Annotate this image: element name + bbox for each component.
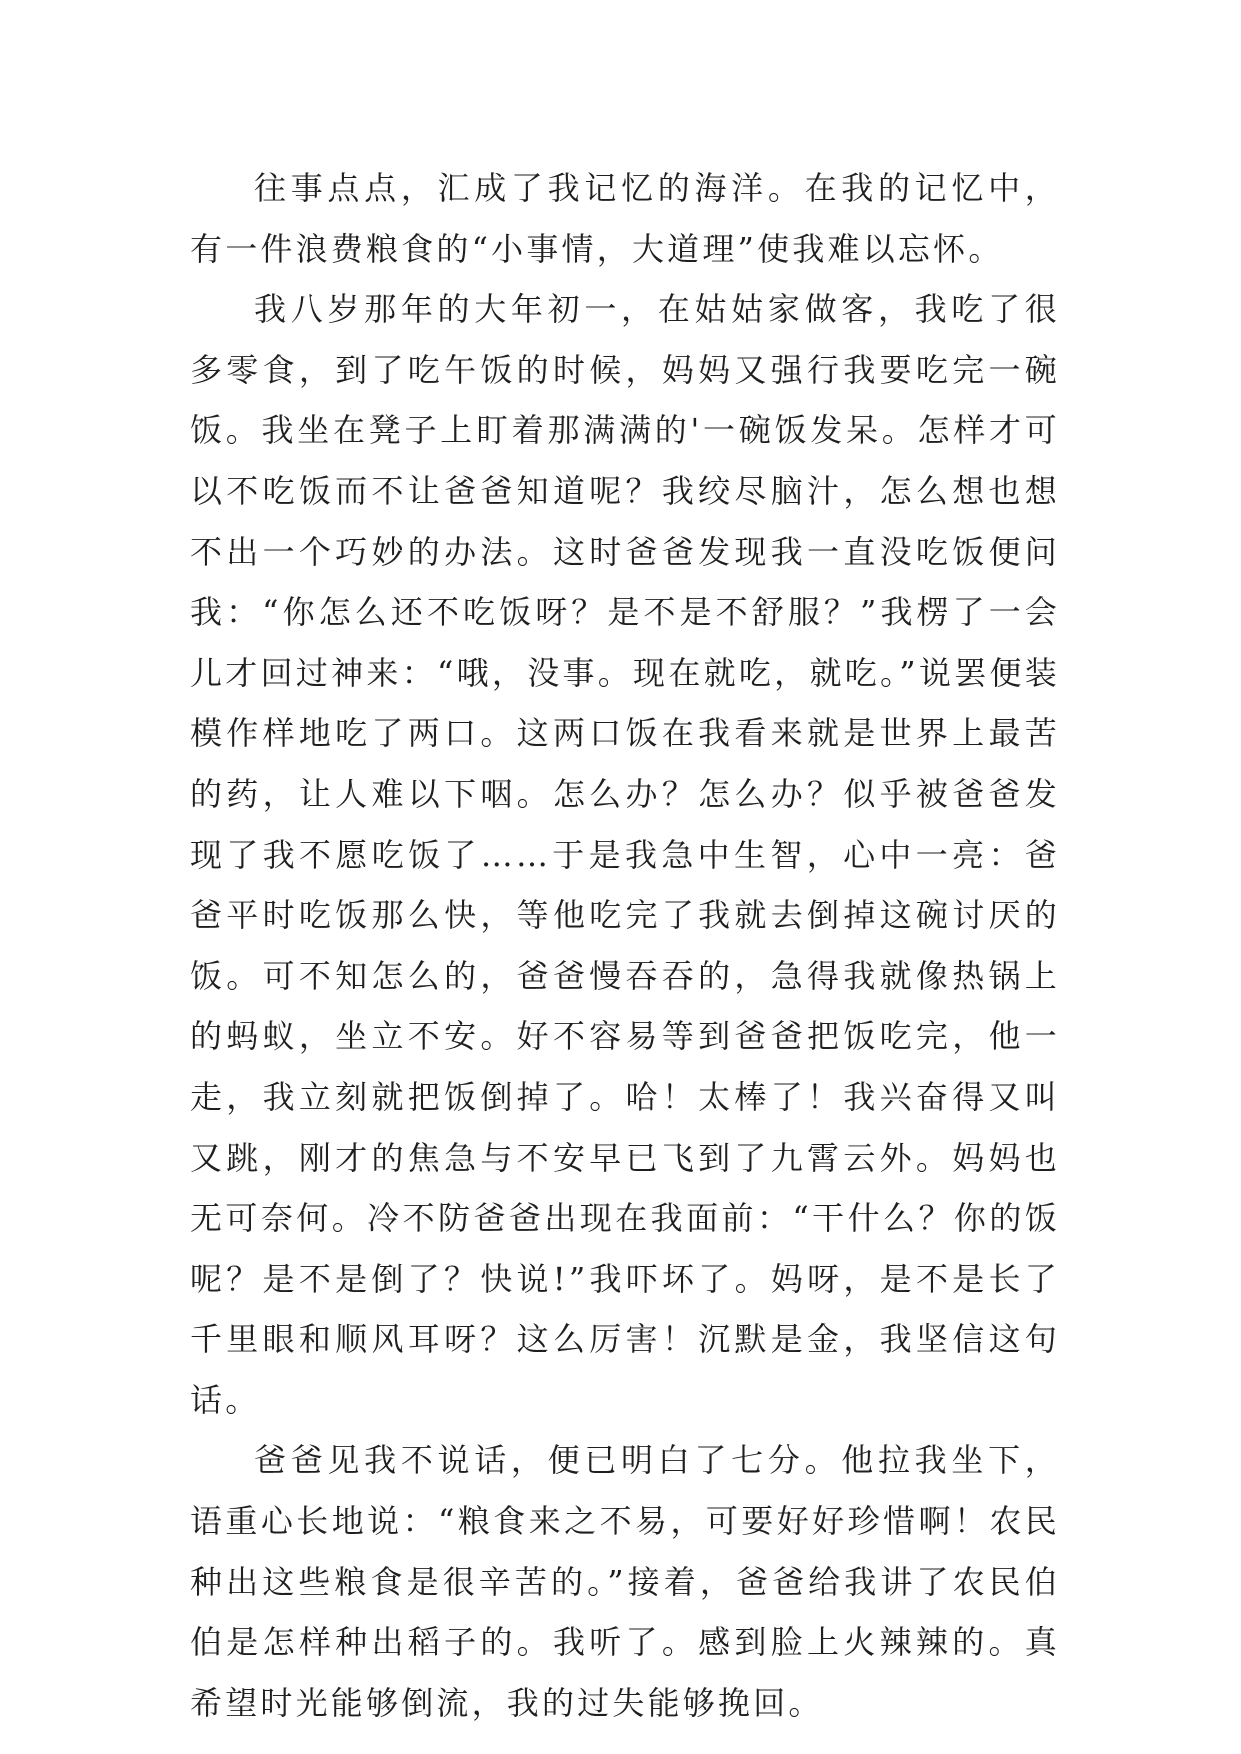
paragraph-3: 爸爸见我不说话，便已明白了七分。他拉我坐下，语重心长地说：“粮食来之不易，可要好好珍惜啊！农民种出这些粮食是很辛苦的。”接着，爸爸给我讲了农民伯伯是怎样种出稻子的。我听了。感到脸上火辣辣的。真希望时光能够倒流，我的过失能够挽回。 (190, 1441, 1060, 1722)
paragraph-1: 往事点点，汇成了我记忆的海洋。在我的记忆中，有一件浪费粮食的“小事情，大道理”使我难以忘怀。 (190, 169, 1060, 268)
essay-body (190, 158, 1060, 1733)
paragraph-2: 我八岁那年的大年初一，在姑姑家做客，我吃了很多零食，到了吃午饭的时候，妈妈又强行我要吃完一碗饭。我坐在凳子上盯着那满满的'一碗饭发呆。怎样才可以不吃饭而不让爸爸知道呢？我绞尽脑汁，怎么想也想不出一个巧妙的办法。这时爸爸发现我一直没吃饭便问我：“你怎么还不吃饭呀？是不是不舒服？”我楞了一会儿才回过神来：“哦，没事。现在就吃，就吃。”说罢便装模作样地吃了两口。这两口饭在我看来就是世界上最苦的药，让人难以下咽。怎么办？怎么办？似乎被爸爸发现了我不愿吃饭了……于是我急中生智，心中一亮：爸爸平时吃饭那么快，等他吃完了我就去倒掉这碗讨厌的饭。可不知怎么的，爸爸慢吞吞的，急得我就像热锅上的蚂蚁，坐立不安。好不容易等到爸爸把饭吃完，他一走，我立刻就把饭倒掉了。哈！太棒了！我兴奋得又叫又跳，刚才的焦急与不安早已飞到了九霄云外。妈妈也无可奈何。冷不防爸爸出现在我面前：“干什么？你的饭呢？是不是倒了？快说!”我吓坏了。妈呀，是不是长了千里眼和顺风耳呀？这么厉害！沉默是金，我坚信这句话。 (190, 290, 1060, 1419)
